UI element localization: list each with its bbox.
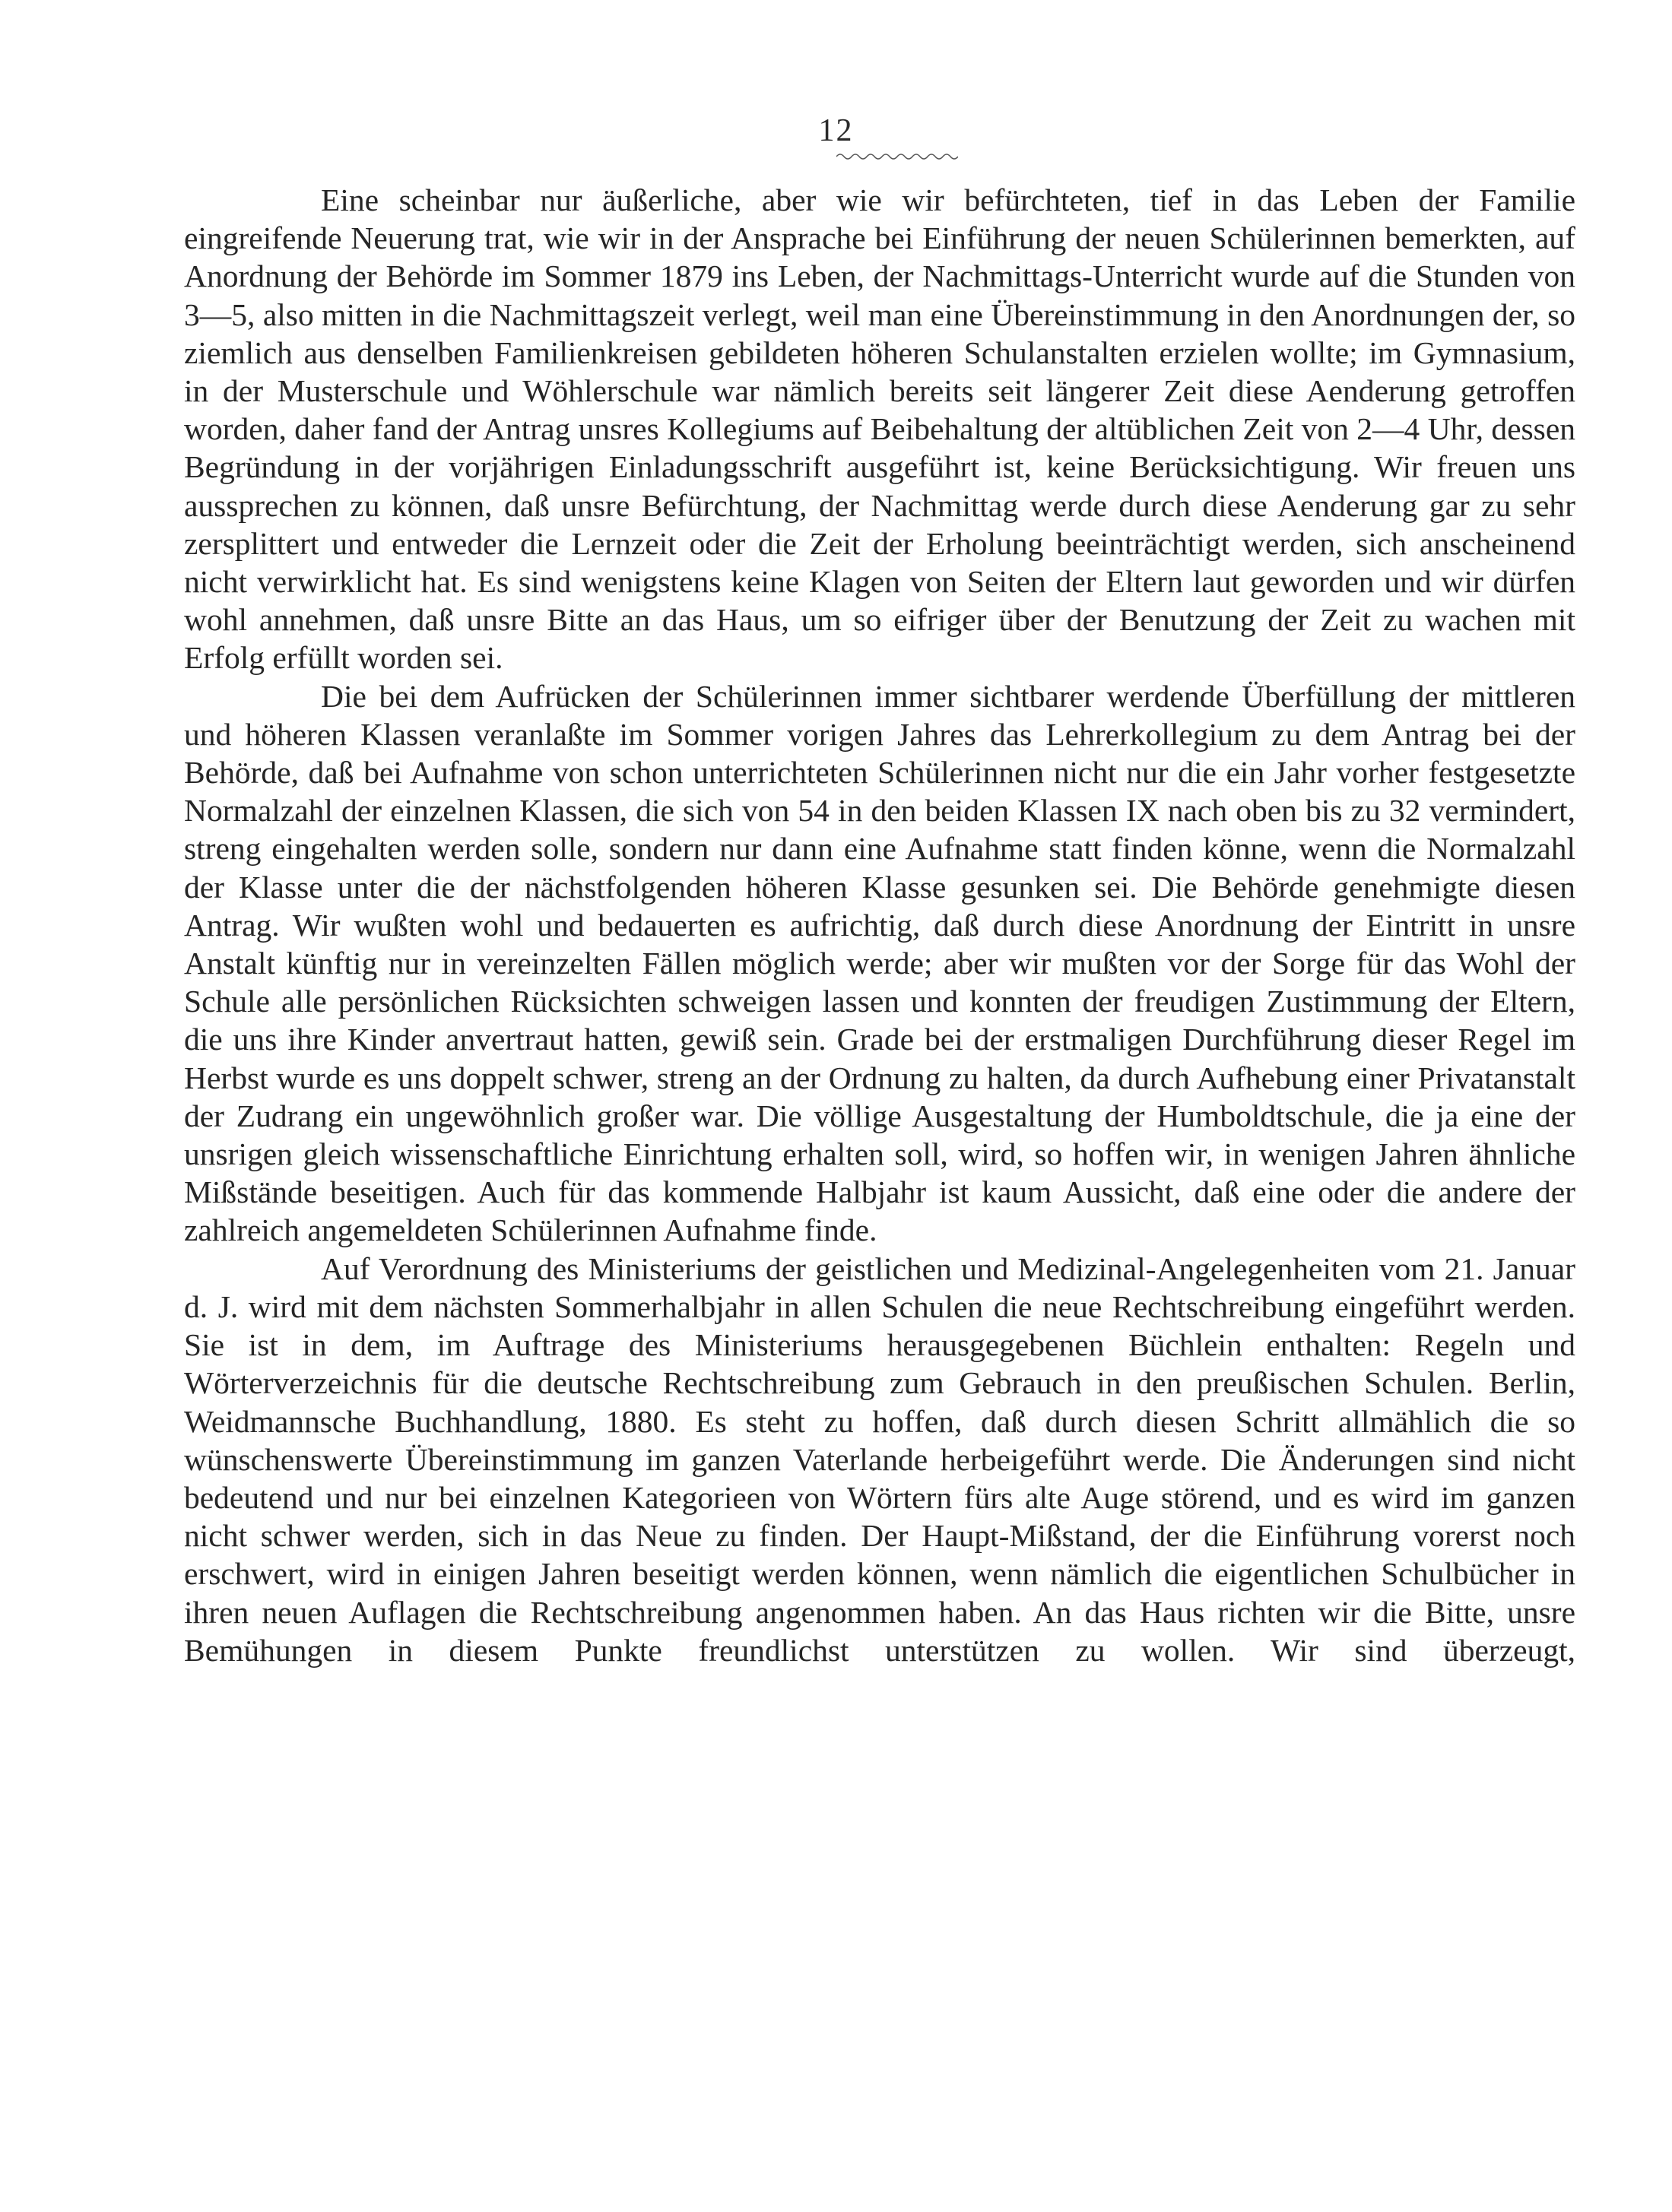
paragraph-admission-policy: Die bei dem Aufrücken der Schülerinnen immer sichtbarer werdende Überfüllung der mittleren und höheren Klassen veranlaßte im Sommer vorigen Jahres das Lehrerkollegium zu dem Antrag bei der Behörde, daß bei Aufnahme von schon unterrichteten Schülerinnen nicht nur die ein Jahr vorher festgesetzte Normalzahl der einzelnen Klassen, die sich von 54 in den beiden Klassen IX nach oben bis zu 32 vermindert, streng eingehalten werden solle, sondern nur dann eine Aufnahme statt finden könne, wenn die Normalzahl der Klasse unter die der nächstfolgenden höheren Klasse gesunken sei. Die Behörde genehmigte diesen Antrag. Wir wußten wohl und bedauerten es aufrichtig, daß durch diese Anordnung der Eintritt in unsre Anstalt künftig nur in vereinzelten Fällen möglich werde; aber wir mußten vor der Sorge für das Wohl der Schule alle persönlichen Rücksichten schweigen lassen und konnten der freudigen Zustimmung der Eltern, die uns ihre Kinder anvertraut hatten, gewiß sein. Grade bei der erstmaligen Durchführung dieser Regel im Herbst wurde es uns doppelt schwer, streng an der Ordnung zu halten, da durch Aufhebung einer Privatanstalt der Zudrang ein ungewöhnlich großer war. Die völlige Ausgestaltung der Humboldtschule, die ja eine der unsrigen gleich wissenschaftliche Einrichtung erhalten soll, wird, so hoffen wir, in wenigen Jahren ähnliche Mißstände beseitigen. Auch für das kommende Halbjahr ist kaum Aussicht, daß eine oder die andere der zahlreich angemeldeten Schülerinnen Aufnahme finde. [184, 678, 1575, 1248]
body-text [184, 181, 1575, 1669]
paragraph-schedule-change: Eine scheinbar nur äußerliche, aber wie wir befürchteten, tief in das Leben der Familie eingreifende Neuerung trat, wie wir in der Ansprache bei Einführung der neuen Schülerinnen bemerkten, auf Anordnung der Behörde im Sommer 1879 ins Leben, der Nachmittags-Unterricht wurde auf die Stunden von 3—5, also mitten in die Nachmittagszeit verlegt, weil man eine Übereinstimmung in den Anordnungen der, so ziemlich aus denselben Familienkreisen gebildeten höheren Schulanstalten erzielen wollte; im Gymnasium, in der Musterschule und Wöhlerschule war nämlich bereits seit längerer Zeit diese Aenderung getroffen worden, daher fand der Antrag unsres Kollegiums auf Beibehaltung der altüblichen Zeit von 2—4 Uhr, dessen Begründung in der vorjährigen Einladungsschrift ausgeführt ist, keine Berücksichtigung. Wir freuen uns aussprechen zu können, daß unsre Befürchtung, der Nachmittag werde durch diese Aenderung gar zu sehr zersplittert und entweder die Lernzeit oder die Zeit der Erholung beeinträchtigt werden, sich anscheinend nicht verwirklicht hat. Es sind wenigstens keine Klagen von Seiten der Eltern laut geworden und wir dürfen wohl annehmen, daß unsre Bitte an das Haus, um so eifriger über der Benutzung der Zeit zu wachen mit Erfolg erfüllt worden sei. [184, 182, 1575, 676]
paragraph-orthography-reform: Auf Verordnung des Ministeriums der geistlichen und Medizinal-Angelegenheiten vom 21. Januar d. J. wird mit dem nächsten Sommerhalbjahr in allen Schulen die neue Rechtschreibung eingeführt werden. Sie ist in dem, im Auftrage des Ministeriums herausgegebenen Büchlein enthalten: Regeln und Wörterverzeichnis für die deutsche Rechtschreibung zum Gebrauch in den preußischen Schulen. Berlin, Weidmannsche Buchhandlung, 1880. Es steht zu hoffen, daß durch diesen Schritt allmählich die so wünschenswerte Übereinstimmung im ganzen Vaterlande herbeigeführt werde. Die Änderungen sind nicht bedeutend und nur bei einzelnen Kategorieen von Wörtern fürs alte Auge störend, und es wird im ganzen nicht schwer werden, sich in das Neue zu finden. Der Haupt-Mißstand, der die Einführung vorerst noch erschwert, wird in einigen Jahren beseitigt werden können, wenn nämlich die eigentlichen Schulbücher in ihren neuen Auflagen die Rechtschreibung angenommen haben. An das Haus richten wir die Bitte, unsre Bemühungen in diesem Punkte freundlichst unterstützen zu wollen. Wir sind überzeugt, [184, 1250, 1575, 1668]
page-number-ornament [836, 152, 958, 161]
page-number: 12 [818, 113, 854, 148]
